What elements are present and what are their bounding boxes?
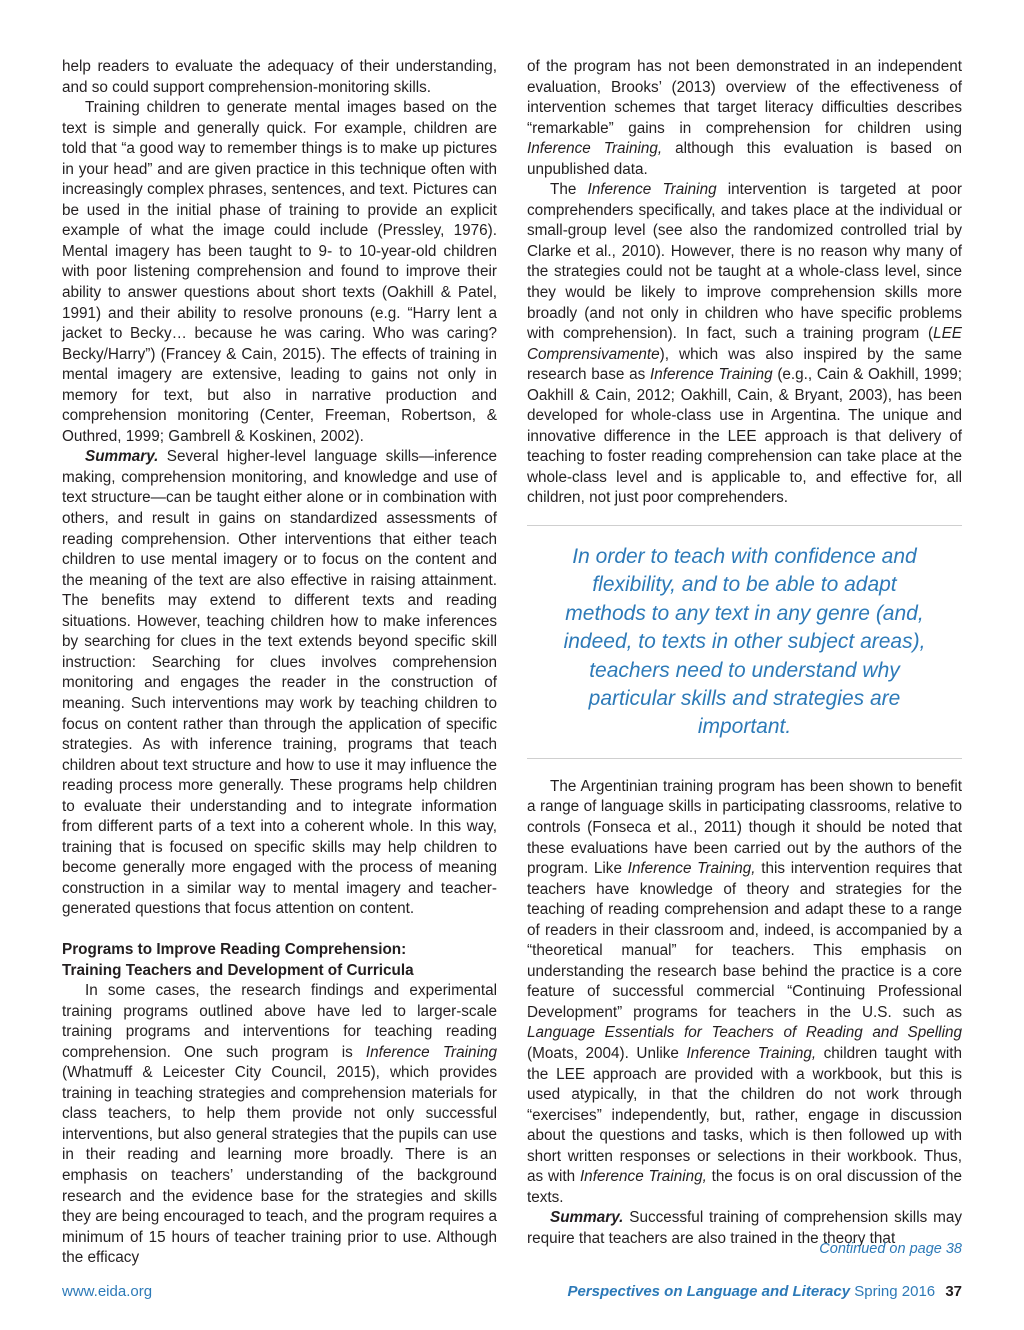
program-name: Inference Training, (527, 140, 663, 158)
text-run: The (550, 181, 588, 199)
text-run: ), which was also inspired by the same research base as (527, 345, 962, 384)
body-paragraph (62, 981, 497, 1269)
text-run: The Argentinian training program has been shown to benefit a range of language skills in participating classrooms, relative to controls (Fonseca et al., 2011) though it should be noted that these evaluations have been carried out by the authors of the program. Like (527, 777, 962, 878)
text-run: intervention is targeted at poor comprehenders specifically, and takes place at the individual or small-group level (see also the randomized controlled trial by Clarke et al., 2010). However, there is no reason why many of the strategies could not be taught at a whole-class level, since they would be likely to improve comprehension skills more broadly (and not only in children who have specific problems with comprehension). In fact, such a training program ( (527, 181, 962, 343)
text-run: this intervention requires that teachers have knowledge of theory and strategies for the teaching of reading comprehension and adapt these to a range of readers in their classroom and, indeed, is accompanied by a “theoretical manual” for teachers. This emphasis on understanding the research base behind the practice is a core feature of successful commercial “Continuing Professional Development” programs for teachers in the U.S. such as (527, 860, 962, 1021)
text-run: (e.g., Cain & Oakhill, 1999; Oakhill & Cain, 2012; Oakhill, Cain, & Bryant, 2003), has been developed for whole-class use in Argentina. The unique and innovative difference in the LEE approach is that delivery of teaching to foster reading comprehension can take place at the whole-class level and is applicable to, and effective for, all children, not just poor comprehenders. (527, 366, 962, 507)
body-paragraph (527, 180, 962, 509)
summary-text: Several higher-level language skills—inference making, comprehension monitoring, and knowledge and use of text structure—can be taught either alone or in combination with others, and result in gains on standardized assessments of reading comprehension. Other interventions that either teach children to use mental imagery or to focus on the content and the meaning of the text are also effective in raising attainment. The benefits may extend to different texts and reading situations. However, teaching children how to make inferences by searching for clues in the text extends beyond specific skill instruction: Searching for clues involves comprehension monitoring and engages the reader in the construction of meaning. Such interventions may work by teaching children to focus on content rather than through the application of specific strategies. As with inference training, programs that teach children about text structure and how to use it may influence the reading process more generally. These programs help children to evaluate their understanding and to integrate information from different parts of a text into a coherent whole. In this way, training that is focused on specific skills may help children to become generally more engaged with the process of meaning construction in a similar way to mental imagery and teacher-generated questions that focus attention on content. (62, 448, 497, 918)
body-paragraph (527, 777, 962, 1208)
program-name: LEE Comprensivamente (527, 325, 962, 363)
summary-text: Successful training of comprehension skills may require that teachers are also trained in the theory that (527, 1209, 962, 1247)
footer-journal-info (567, 1283, 962, 1300)
body-paragraph (527, 57, 962, 180)
left-column (62, 57, 497, 1269)
program-name: Inference Training (649, 366, 773, 384)
right-column (527, 57, 962, 1249)
program-name: Inference Training (365, 1043, 497, 1061)
text-run: (Moats, 2004). Unlike (527, 1044, 687, 1062)
text-run: children taught with the LEE approach are provided with a workbook, but this is used atypically, in that the children do not work through “exercises” independently, but, rather, engage in discussion about the questions and tasks, which is then followed up with short written responses or selections in their workbook. Thus, as with (527, 1044, 962, 1186)
pull-quote (527, 525, 962, 759)
summary-lead: Summary. (85, 448, 159, 466)
page-number: 37 (945, 1283, 962, 1300)
text-run: of the program has not been demonstrated in an independent evaluation, Brooks’ (2013) overview of the effectiveness of intervention schemes that target literacy difficulties describes “remarkable” gains in comprehension for children using (527, 58, 962, 137)
text-run: the focus is on oral discussion of the texts. (527, 1168, 963, 1206)
section-heading (62, 940, 497, 981)
program-name: Language Essentials for Teachers of Reading and Spelling (527, 1024, 962, 1042)
body-paragraph: help readers to evaluate the adequacy of their understanding, and so could support comprehension-monitoring skills. (62, 58, 497, 96)
program-name: Inference Training, (579, 1168, 707, 1186)
issue-date: Spring 2016 (854, 1283, 936, 1300)
program-name: Inference Training, (686, 1044, 817, 1062)
summary-lead: Summary. (550, 1209, 624, 1227)
continued-on-link[interactable]: Continued on page 38 (819, 1241, 962, 1257)
footer-url-link[interactable]: www.eida.org (62, 1283, 153, 1300)
program-name: Inference Training, (627, 860, 756, 878)
section-heading-line1: Programs to Improve Reading Comprehension: (62, 940, 407, 958)
program-name: Inference Training (587, 181, 717, 199)
section-heading-line2: Training Teachers and Development of Curricula (62, 961, 414, 979)
text-run: (Whatmuff & Leicester City Council, 2015), which provides training in teaching strategies and comprehension materials for class teachers, to help them provide not only successful interventions, but also general strategies that the pupils can use in their reading and learning more broadly. There is an emphasis on teachers’ understanding of the background research and the evidence base for the strategies and skills they are being encouraged to teach, and the program requires a minimum of 15 hours of teacher training prior to use. Although the efficacy (62, 1064, 497, 1267)
pull-quote-text: In order to teach with confidence and flexibility, and to be able to adapt methods to any text in any genre (and, indeed, to texts in other subject areas), teachers need to understand why particular skills and strategies are important. (563, 545, 926, 739)
text-run: although this evaluation is based on unpublished data. (527, 140, 962, 178)
text-run: In some cases, the research findings and experimental training programs outlined above have led to larger-scale training programs and interventions for teaching reading comprehension. One such program is (62, 982, 497, 1061)
summary-paragraph (62, 447, 497, 920)
body-paragraph: Training children to generate mental images based on the text is simple and generally quick. For example, children are told that “a good way to remember things is to make up pictures in your head” and are given practice in this technique often with increasingly complex phrases, sentences, and text. Pictures can be used in the initial phase of training to provide an explicit example of what the image could include (Pressley, 1976). Mental imagery has been taught to 9- to 10-year-old children with poor listening comprehension and found to improve their ability to answer questions about short texts (Oakhill & Patel, 1991) and their ability to resolve pronouns (e.g. “Harry lent a jacket to Becky… because he was caring. Who was caring? Becky/Harry”) (Francey & Cain, 2015). The effects of training in mental imagery are extensive, leading to gains not only in memory for text, but also in narrative production and comprehension monitoring (Center, Freeman, Robertson, & Outhred, 1999; Gambrell & Koskinen, 2002). (62, 99, 497, 445)
journal-title: Perspectives on Language and Literacy (567, 1283, 851, 1300)
